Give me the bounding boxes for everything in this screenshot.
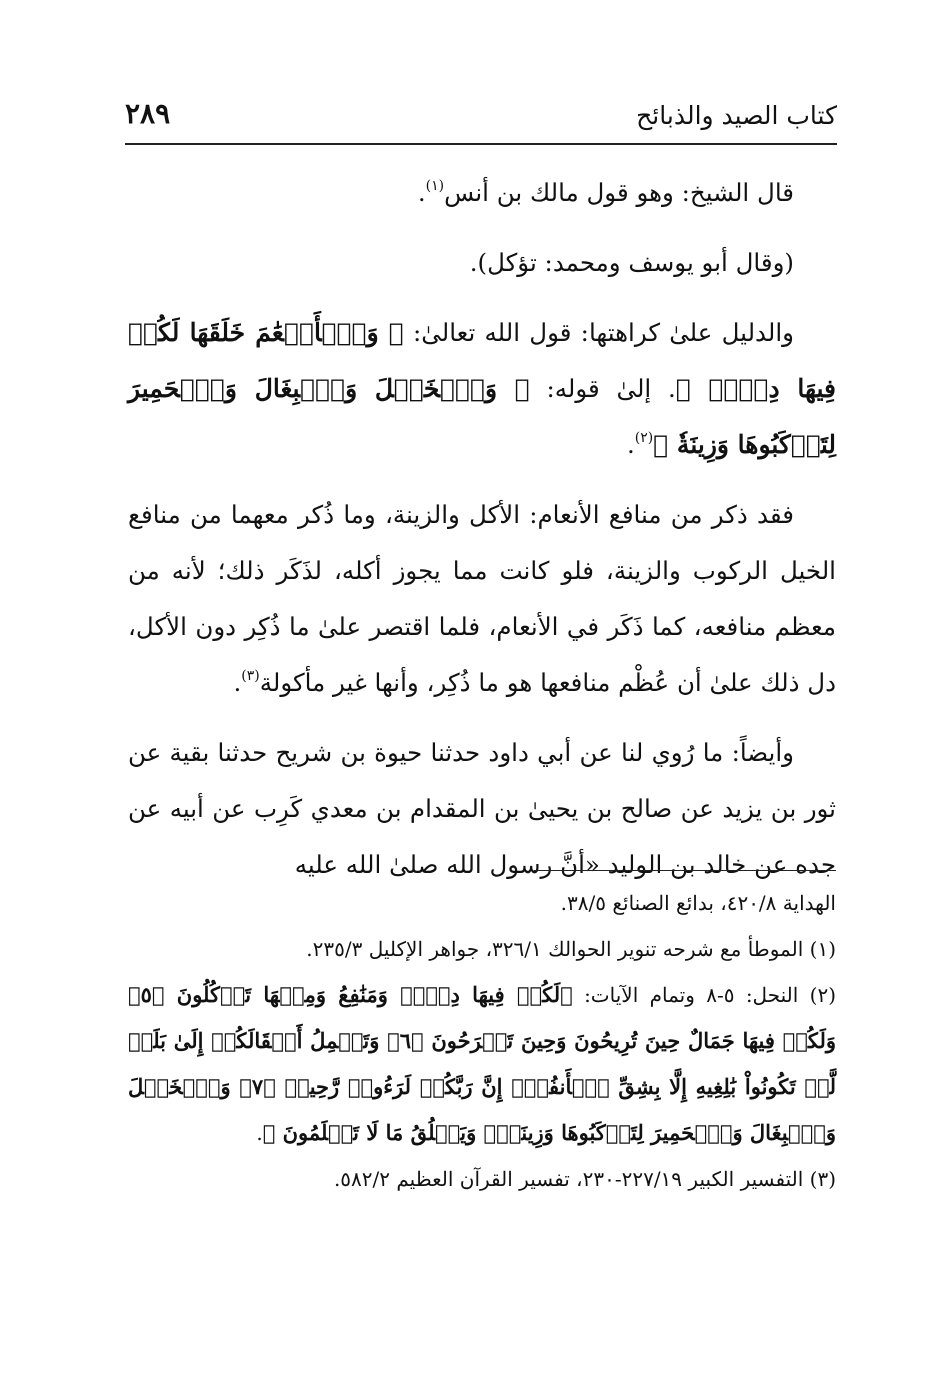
paragraph-text: . إلىٰ قوله:: [529, 374, 676, 403]
header-rule: [125, 143, 837, 145]
paragraph-end: .: [417, 178, 426, 207]
footnote-2-end: .: [256, 1121, 263, 1145]
paragraph-abu-yusuf: (وقال أبو يوسف ومحمد: تؤكل).: [469, 248, 794, 277]
running-title: كتاب الصيد والذبائح: [636, 101, 837, 130]
paragraph-evidence: [128, 305, 836, 473]
paragraph-text: قال الشيخ: وهو قول مالك بن أنس: [444, 178, 794, 207]
quran-verse-2: ﴿ وَٱلۡخَيۡلَ وَٱلۡبِغَالَ وَٱلۡحَمِيرَ لِتَرۡكَبُوهَا وَزِينَةٗ ﴾: [128, 374, 836, 459]
footnote-ref-1: (١): [425, 178, 445, 194]
footnote-ref-2: (٢): [634, 430, 654, 446]
page-number: ٢٨٩: [125, 97, 171, 130]
paragraph-sheikh-statement: [128, 165, 836, 221]
paragraph-benefits: [128, 487, 836, 711]
page-header: [125, 92, 837, 140]
footnote-2: [128, 972, 836, 1156]
footnote-rule: [534, 870, 836, 871]
main-text: [128, 165, 836, 907]
footnote-1: (١) الموطأ مع شرحه تنوير الحوالك ٣٢٦/١، جواهر الإكليل ٢٣٥/٣.: [306, 937, 836, 961]
footnote-2-label: (٢) النحل: ٥-٨ وتمام الآيات:: [572, 983, 837, 1007]
paragraph-text: فقد ذكر من منافع الأنعام: الأكل والزينة، وما ذُكر معهما من منافع الخيل الركوب والزينة، فلو كانت مما يجوز أكله، لذَكَر ذلك؛ لأنه من معظم منافعه، كما ذَكَر في الأنعام، فلما اقتصر علىٰ ما ذُكِر دون الأكل، دل ذلك علىٰ أن عُظْم منافعها هو ما ذُكِر، وأنها غير مأكولة: [128, 500, 836, 697]
quran-verse-1: ﴿ وَٱلۡأَنۡعَٰمَ خَلَقَهَا لَكُمۡ فِيهَا دِفۡءٞ ﴾: [128, 318, 836, 403]
paragraph-hadith: وأيضاً: ما رُوي لنا عن أبي داود حدثنا حيوة بن شريح حدثنا بقية عن ثور بن يزيد عن صالح بن يحيىٰ بن المقدام بن معدي كَرِب عن أبيه عن جده عن خالد بن الوليد «أنَّ رسول الله صلىٰ الله عليه: [128, 738, 836, 879]
footnote-ref-3: (٣): [241, 668, 260, 684]
footnote-carryover: الهداية ٤٢٠/٨، بدائع الصنائع ٣٨/٥.: [560, 891, 836, 915]
footnotes: [128, 880, 836, 1202]
paragraph-end: .: [626, 430, 635, 459]
footnote-2-quran: ﴿لَكُمۡ فِيهَا دِفۡءٞ وَمَنَٰفِعُ وَمِنۡهَا تَأۡكُلُونَ ﴿٥﴾ وَلَكُمۡ فِيهَا جَمَالٌ حِينَ تُرِيحُونَ وَحِينَ تَسۡرَحُونَ ﴿٦﴾ وَتَحۡمِلُ أَثۡقَالَكُمۡ إِلَىٰ بَلَدٖ لَّمۡ تَكُونُواْ بَٰلِغِيهِ إِلَّا بِشِقِّ ٱلۡأَنفُسِۚ إِنَّ رَبَّكُمۡ لَرَءُوفٞ رَّحِيمٞ ﴿٧﴾ وَٱلۡخَيۡلَ وَٱلۡبِغَالَ وَٱلۡحَمِيرَ لِتَرۡكَبُوهَا وَزِينَةٗۚ وَيَخۡلُقُ مَا لَا تَعۡلَمُونَ ﴾: [128, 982, 837, 1145]
footnote-3: (٣) التفسير الكبير ٢٢٧/١٩-٢٣٠، تفسير القرآن العظيم ٥٨٢/٢.: [333, 1167, 836, 1191]
paragraph-end: .: [233, 668, 242, 697]
paragraph-text: والدليل علىٰ كراهتها: قول الله تعالىٰ:: [403, 318, 794, 347]
